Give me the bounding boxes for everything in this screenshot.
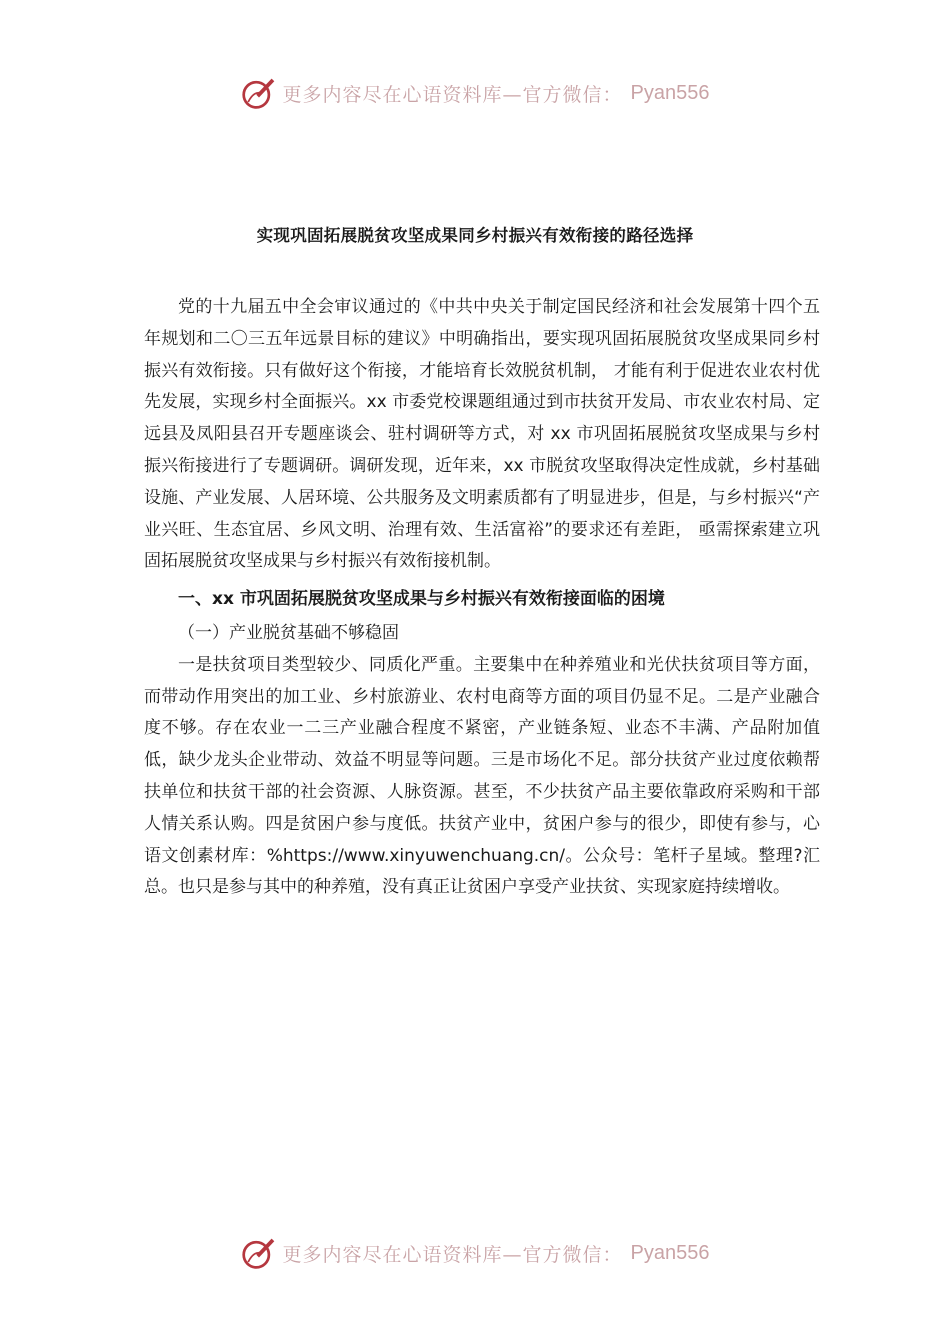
document-title: 实现巩固拓展脱贫攻坚成果同乡村振兴有效衔接的路径选择 bbox=[256, 226, 694, 245]
quill-logo-icon bbox=[241, 1235, 277, 1271]
body-paragraph: 一是扶贫项目类型较少、同质化严重。主要集中在种养殖业和光伏扶贫项目等方面，而带动作用突出的加工业、乡村旅游业、农村电商等方面的项目仍显不足。二是产业融合度不够。存在农业一二三产业融合程度不紧密，产业链条短、业态不丰满、产品附加值低，缺少龙头企业带动、效益不明显等问题。三是市场化不足。部分扶贫产业过度依赖帮扶单位和扶贫干部的社会资源、人脉资源。甚至，不少扶贫产品主要依靠政府采购和干部人情关系认购。四是贫困户参与度低。扶贫产业中，贫困户参与的很少，即使有参与，心语文创素材库：%https://www.xinyuwenchuang.cn/。公众号：笔杆子星域。整理?汇总。也只是参与其中的种养殖，没有真正让贫困户享受产业扶贫、实现家庭持续增收。 bbox=[144, 654, 820, 898]
header-watermark bbox=[0, 73, 950, 113]
subsection-heading: （一）产业脱贫基础不够稳固 bbox=[178, 622, 399, 643]
quill-logo-icon bbox=[241, 75, 277, 111]
watermark-text: 更多内容尽在心语资料库—官方微信： bbox=[282, 83, 623, 106]
section-heading: 一、xx 市巩固拓展脱贫攻坚成果与乡村振兴有效衔接面临的困境 bbox=[178, 589, 665, 610]
watermark-text: 更多内容尽在心语资料库—官方微信： bbox=[282, 1243, 623, 1266]
watermark-wechat-id: Pyan556 bbox=[630, 1241, 710, 1264]
intro-paragraph: 党的十九届五中全会审议通过的《中共中央关于制定国民经济和社会发展第十四个五年规划和二〇三五年远景目标的建议》中明确指出，要实现巩固拓展脱贫攻坚成果同乡村振兴有效衔接。只有做好这个衔接，才能培育长效脱贫机制， 才能有利于促进农业农村优先发展，实现乡村全面振兴。xx 市委党校课题组通过到市扶贫开发局、市农业农村局、定远县及凤阳县召开专题座谈会、驻村调研等方式，对 xx 市巩固拓展脱贫攻坚成果与乡村振兴衔接进行了专题调研。调研发现，近年来，xx 市脱贫攻坚取得决定性成就，乡村基础设施、产业发展、人居环境、公共服务及文明素质都有了明显进步，但是，与乡村振兴“产业兴旺、生态宜居、乡风文明、治理有效、生活富裕”的要求还有差距， 亟需探索建立巩固拓展脱贫攻坚成果与乡村振兴有效衔接机制。 bbox=[144, 297, 820, 572]
watermark-wechat-id: Pyan556 bbox=[630, 81, 710, 104]
document-body bbox=[144, 292, 820, 904]
footer-watermark bbox=[0, 1233, 950, 1273]
